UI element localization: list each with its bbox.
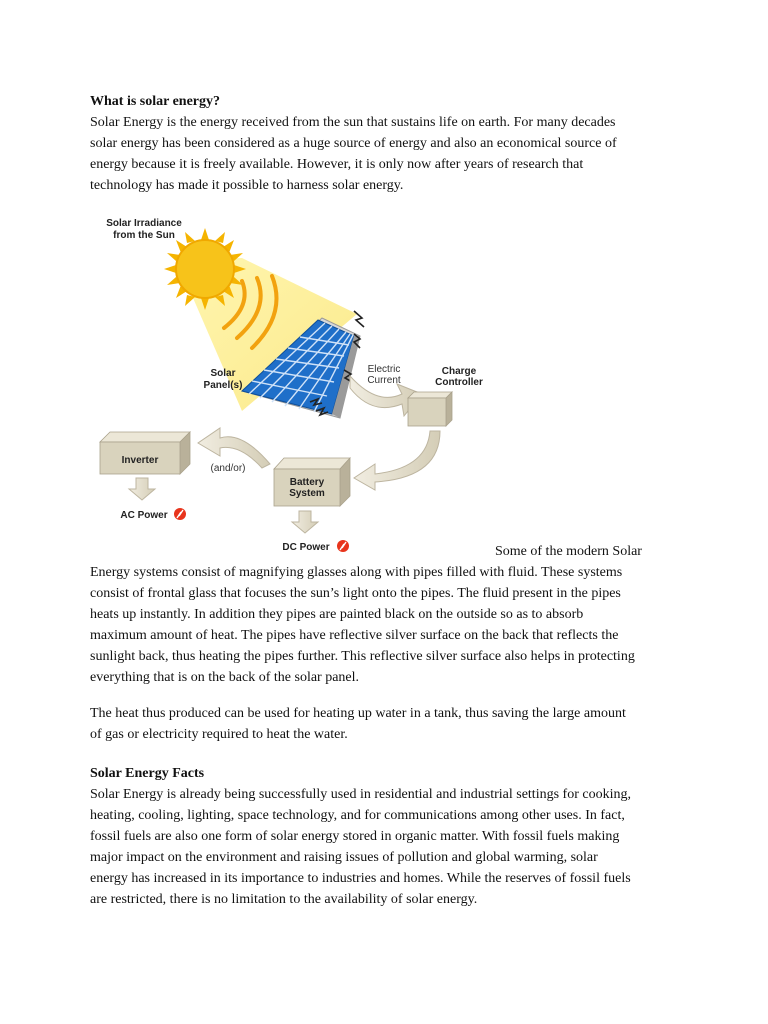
paragraph-facts (90, 784, 690, 910)
text-line: Energy systems consist of magnifying glasses along with pipes filled with fluid. These systems (90, 565, 623, 580)
text-line: heating, cooling, lighting, space technology, and for communications among other uses. In fact, (90, 808, 625, 823)
text-line: of gas or electricity required to heat the water. (90, 727, 348, 742)
arrow-inverter-to-ac (129, 478, 155, 500)
label-battery-line2: System (289, 488, 325, 499)
inverter-box (100, 432, 190, 474)
label-panel-line2: Panel(s) (203, 380, 243, 391)
label-current-line1: Electric (367, 364, 401, 375)
arrow-controller-to-battery (354, 431, 440, 490)
solar-system-diagram (92, 206, 483, 556)
label-controller-line2: Controller (435, 377, 483, 388)
text-line: heats up instantly. In addition they pipes are painted black on the outside so as to absorb (90, 607, 584, 622)
label-panel-line1: Solar (210, 368, 236, 379)
text-line: energy because it is freely available. However, it is only now after years of research that (90, 157, 584, 172)
text-line: energy has increased in its importance to industries and homes. While the reserves of fossil fuels (90, 871, 631, 886)
text-line: consist of frontal glass that focuses the sun’s light onto the pipes. The fluid present in the pipes (90, 586, 621, 601)
text-line: fossil fuels are also one form of solar energy stored in organic matter. With fossil fuels making (90, 829, 620, 844)
label-dc-power: DC Power (282, 542, 330, 553)
text-line: everything that is on the back of the solar panel. (90, 670, 360, 685)
paragraph-systems (90, 562, 690, 688)
label-irradiance-line1: Solar Irradiance (106, 218, 182, 229)
text-line: technology has made it possible to harness solar energy. (90, 178, 404, 193)
text-line: solar energy has been considered as a huge source of energy and also an economical source of (90, 136, 617, 151)
text-line: are restricted, there is no limitation to the availability of solar energy. (90, 892, 478, 907)
text-line: Solar Energy is the energy received from the sun that sustains life on earth. For many decades (90, 115, 616, 130)
label-irradiance-line2: from the Sun (113, 230, 175, 241)
text-line: Solar Energy is already being successfully used in residential and industrial settings for cooking, (90, 787, 631, 802)
label-ac-power: AC Power (120, 510, 168, 521)
text-line: maximum amount of heat. The pipes have reflective silver surface on the back that reflects the (90, 628, 619, 643)
heading-what-is-solar-energy: What is solar energy? (90, 94, 221, 109)
paragraph-intro (90, 112, 690, 196)
label-inverter: Inverter (121, 455, 159, 466)
label-battery-line1: Battery (289, 477, 325, 488)
paragraph-heat (90, 703, 690, 745)
heading-solar-energy-facts: Solar Energy Facts (90, 766, 205, 781)
label-andor: (and/or) (210, 463, 246, 474)
text-line: The heat thus produced can be used for heating up water in a tank, thus saving the large amount (90, 706, 626, 721)
dc-power-icon (337, 540, 349, 552)
arrow-battery-to-inverter (198, 428, 270, 468)
sun-icon (164, 228, 246, 310)
paragraph-systems-start: Some of the modern Solar (495, 544, 642, 559)
label-controller-line1: Charge (441, 366, 477, 377)
text-line: sunlight back, thus heating the pipes further. This reflective silver surface also helps in protecting (90, 649, 635, 664)
text-line: major impact on the environment and raising issues of pollution and global warming, solar (90, 850, 598, 865)
arrow-battery-to-dc (292, 511, 318, 533)
label-current-line2: Current (367, 375, 401, 386)
charge-controller-box (408, 392, 452, 426)
ac-power-icon (174, 508, 186, 520)
